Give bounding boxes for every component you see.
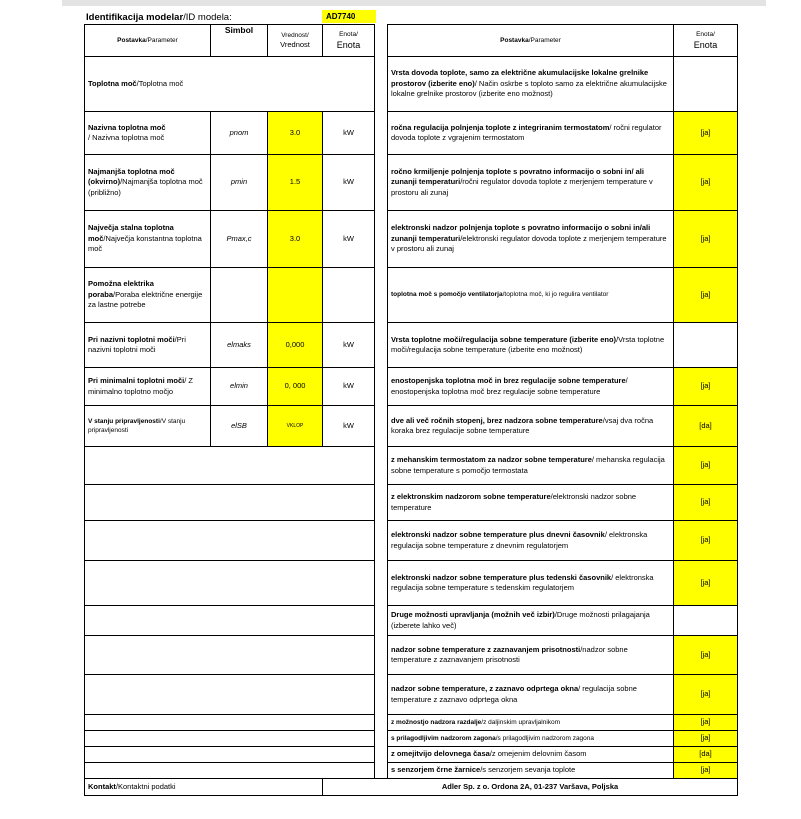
unit-cell	[323, 268, 375, 323]
right-row-answer: [ja]	[674, 731, 738, 747]
value-cell: 1.5	[268, 155, 323, 211]
left-empty-cell	[85, 521, 375, 561]
value-cell: 0, 000	[268, 368, 323, 406]
right-row-label: z možnostjo nadzora razdalje/z daljinskim upravljalnikom	[388, 715, 674, 731]
left-empty-cell	[85, 636, 375, 675]
table-row	[85, 521, 738, 561]
table-row	[85, 57, 738, 112]
left-empty-cell	[85, 561, 375, 606]
right-row-label: toplotna moč s pomočjo ventilatorja/toplotna moč, ki jo regulira ventilator	[388, 268, 674, 323]
left-row-label: Najmanjša toplotna moč (okvirno)/Najmanjša toplotna moč (približno)	[85, 155, 211, 211]
left-empty-cell	[85, 731, 375, 747]
right-row-answer: [ja]	[674, 485, 738, 521]
right-row-label: nadzor sobne temperature, z zaznavo odprtega okna/ regulacija sobne temperature z zaznavo odprtega okna	[388, 675, 674, 715]
table-row	[85, 447, 738, 485]
symbol-cell: pmin	[211, 155, 268, 211]
right-row-answer: [ja]	[674, 155, 738, 211]
right-row-answer: [ja]	[674, 675, 738, 715]
right-row-answer	[674, 606, 738, 636]
right-row-answer: [ja]	[674, 561, 738, 606]
table-row	[85, 715, 738, 731]
left-row-heat-output: Toplotna moč/Toplotna moč	[85, 57, 375, 112]
left-empty-cell	[85, 485, 375, 521]
value-cell: 3.0	[268, 211, 323, 268]
left-row-label: V stanju pripravljenosti/V stanju pripravljenosti	[85, 406, 211, 447]
symbol-cell: Pmax,c	[211, 211, 268, 268]
header-row	[85, 25, 738, 57]
table-row	[85, 763, 738, 779]
right-row-label: z mehanskim termostatom za nadzor sobne temperature/ mehanska regulacija sobne temperature s pomočjo termostata	[388, 447, 674, 485]
right-row-label: Druge možnosti upravljanja (možnih več izbir)/Druge možnosti prilagajanja (izberete lahko več)	[388, 606, 674, 636]
param-header: Postavka/Parameter	[85, 25, 211, 57]
right-row-label: z omejitvijo delovnega časa/z omejenim delovnim časom	[388, 747, 674, 763]
unit-header: Enota/ Enota	[323, 25, 375, 57]
right-row-answer	[674, 323, 738, 368]
symbol-cell: elmaks	[211, 323, 268, 368]
left-empty-cell	[85, 747, 375, 763]
right-row-answer: [ja]	[674, 636, 738, 675]
table-row	[85, 485, 738, 521]
left-empty-cell	[85, 447, 375, 485]
model-id-label: Identifikacija modelar/ID modela:	[86, 12, 232, 23]
right-row-answer: [ja]	[674, 268, 738, 323]
contact-label: Kontakt/Kontaktni podatki	[85, 779, 323, 796]
left-empty-cell	[85, 675, 375, 715]
right-row-label: s senzorjem črne žarnice/s senzorjem sevanja toplote	[388, 763, 674, 779]
right-unit-header: Enota/ Enota	[674, 25, 738, 57]
table-row	[85, 731, 738, 747]
right-row-answer: [da]	[674, 406, 738, 447]
unit-cell: kW	[323, 112, 375, 155]
right-row-label: ročno krmiljenje polnjenja toplote s povratno informacijo o sobni in/ ali zunanji temperaturi/ročni regulator dovoda toplote z merjenjem temperature v prostoru ali zunaj	[388, 155, 674, 211]
table-row	[85, 368, 738, 406]
left-empty-cell	[85, 715, 375, 731]
ecodesign-table	[84, 24, 738, 796]
right-row-label: elektronski nadzor polnjenja toplote s povratno informacijo o sobni in/ali zunanji temperaturi/elektronski regulator dovoda toplote z merjenjem temperature v prostoru ali zunaj	[388, 211, 674, 268]
right-row-answer: [ja]	[674, 211, 738, 268]
right-row-label: nadzor sobne temperature z zaznavanjem prisotnosti/nadzor sobne temperature z zaznavanjem prisotnosti	[388, 636, 674, 675]
right-row-label: elektronski nadzor sobne temperature plus dnevni časovnik/ elektronska regulacija sobne temperature z dnevnim regulatorjem	[388, 521, 674, 561]
model-id-value: AD7740	[322, 10, 376, 23]
contact-row	[85, 779, 738, 796]
right-row-label: s prilagodljivim nadzorom zagona/s prilagodljivim nadzorom zagona	[388, 731, 674, 747]
top-separator	[62, 0, 766, 6]
unit-cell: kW	[323, 323, 375, 368]
right-row-answer: [ja]	[674, 763, 738, 779]
table-row	[85, 747, 738, 763]
value-cell: 0,000	[268, 323, 323, 368]
right-row-answer	[674, 57, 738, 112]
model-id-row	[86, 12, 746, 24]
right-row-answer: [ja]	[674, 368, 738, 406]
left-row-label: Nazivna toplotna moč / Nazivna toplotna moč	[85, 112, 211, 155]
unit-cell: kW	[323, 211, 375, 268]
right-param-header: Postavka/Parameter	[388, 25, 674, 57]
left-empty-cell	[85, 606, 375, 636]
left-row-label: Pri minimalni toplotni moči/ Z minimalno toplotno močjo	[85, 368, 211, 406]
table-row	[85, 268, 738, 323]
table-row	[85, 675, 738, 715]
right-row-label: ročna regulacija polnjenja toplote z integriranim termostatom/ ročni regulator dovoda toplote z vgrajenim termostatom	[388, 112, 674, 155]
right-row-label: Vrsta toplotne moči/regulacija sobne temperature (izberite eno)/Vrsta toplotne moči/regulacija sobne temperature (izberite eno možnost)	[388, 323, 674, 368]
right-row-answer: [ja]	[674, 521, 738, 561]
value-cell: VKLOP	[268, 406, 323, 447]
table-row	[85, 561, 738, 606]
right-row-label: enostopenjska toplotna moč in brez regulacije sobne temperature/ enostopenjska toplotna moč brez regulacije sobne temperature	[388, 368, 674, 406]
right-row-label: dve ali več ročnih stopenj, brez nadzora sobne temperature/vsaj dva ročna koraka brez regulacije sobne temperature	[388, 406, 674, 447]
table-row	[85, 636, 738, 675]
value-cell: 3.0	[268, 112, 323, 155]
unit-cell: kW	[323, 406, 375, 447]
value-header: Vrednost/ Vrednost	[268, 25, 323, 57]
table-row	[85, 406, 738, 447]
right-row-answer: [ja]	[674, 112, 738, 155]
left-row-label: Največja stalna toplotna moč/Največja konstantna toplotna moč	[85, 211, 211, 268]
left-row-label: Pri nazivni toplotni moči/Pri nazivni toplotni moči	[85, 323, 211, 368]
right-row-label: elektronski nadzor sobne temperature plus tedenski časovnik/ elektronska regulacija sobne temperature s tedenskim regulatorjem	[388, 561, 674, 606]
right-row-answer: [ja]	[674, 447, 738, 485]
symbol-cell: elSB	[211, 406, 268, 447]
unit-cell: kW	[323, 155, 375, 211]
table-row	[85, 211, 738, 268]
table-row	[85, 155, 738, 211]
symbol-cell	[211, 268, 268, 323]
symbol-header: Simbol	[211, 25, 268, 57]
table-row	[85, 606, 738, 636]
table-row	[85, 323, 738, 368]
symbol-cell: pnom	[211, 112, 268, 155]
left-row-label: Pomožna elektrika poraba/Poraba električne energije za lastne potrebe	[85, 268, 211, 323]
right-row-answer: [da]	[674, 747, 738, 763]
table-row	[85, 112, 738, 155]
left-empty-cell	[85, 763, 375, 779]
symbol-cell: elmin	[211, 368, 268, 406]
value-cell	[268, 268, 323, 323]
right-row-label: z elektronskim nadzorom sobne temperature/elektronski nadzor sobne temperature	[388, 485, 674, 521]
right-row-label: Vrsta dovoda toplote, samo za električne akumulacijske lokalne grelnike prostorov (izberite eno)/ Način oskrbe s toploto samo za električne akumulacijske lokalne grelnike prostorov (izberite eno možnost)	[388, 57, 674, 112]
right-row-answer: [ja]	[674, 715, 738, 731]
unit-cell: kW	[323, 368, 375, 406]
contact-address: Adler Sp. z o. Ordona 2A, 01-237 Varšava, Poljska	[323, 779, 738, 796]
